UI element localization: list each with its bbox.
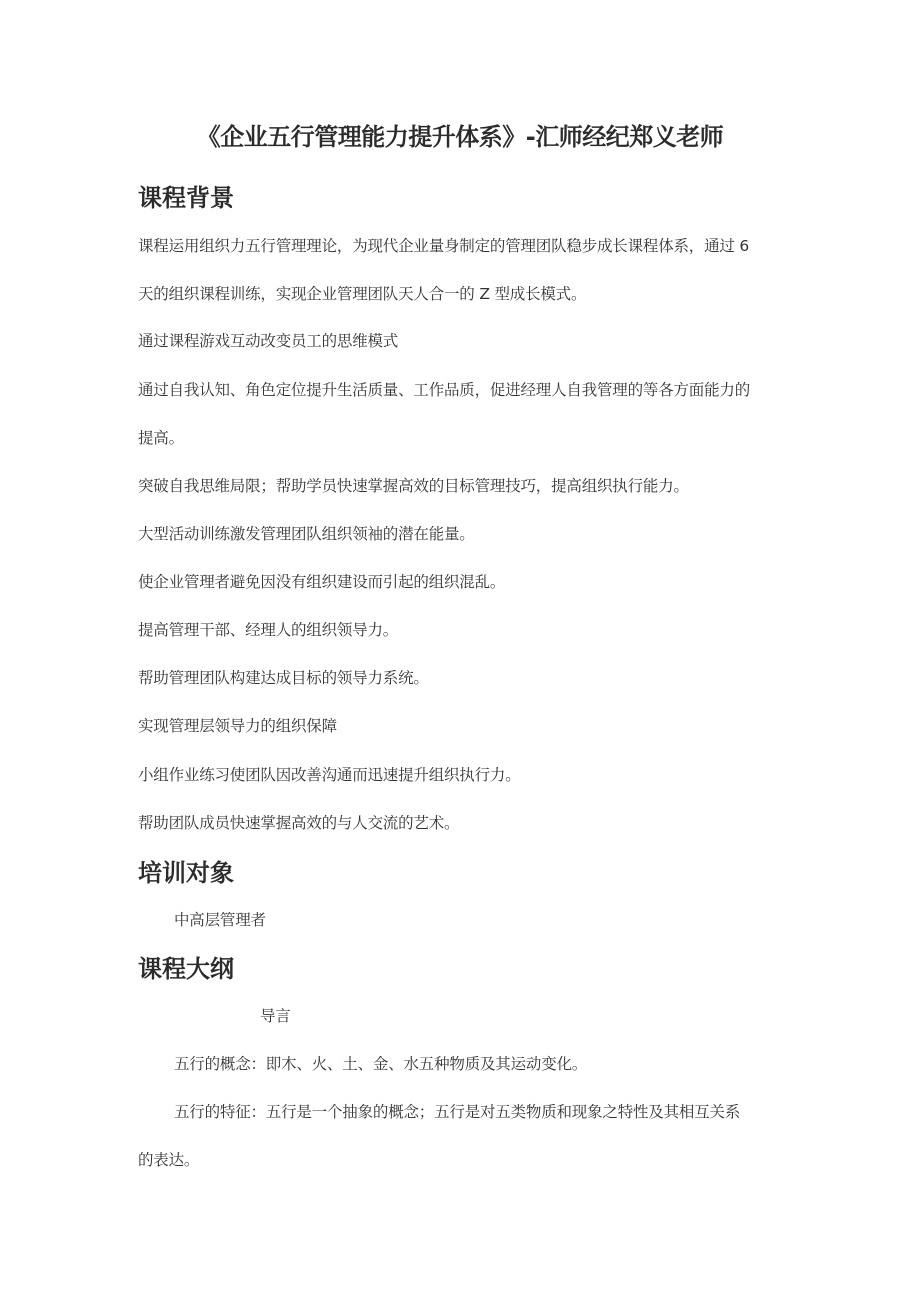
outline-line: 五行的特征：五行是一个抽象的概念；五行是对五类物质和现象之特性及其相互关系: [174, 1103, 741, 1121]
paragraph-line: 课程运用组织力五行管理理论，为现代企业量身制定的管理团队稳步成长课程体系，通过 6: [138, 237, 750, 255]
paragraph-line: 大型活动训练激发管理团队组织领袖的潜在能量。: [138, 525, 475, 543]
document-title: 《企业五行管理能力提升体系》-汇师经纪郑义老师: [196, 123, 724, 151]
paragraph-line: 通过自我认知、角色定位提升生活质量、工作品质，促进经理人自我管理的等各方面能力的: [138, 381, 751, 399]
outline-line: 五行的概念：即木、火、土、金、水五种物质及其运动变化。: [174, 1055, 588, 1073]
outline-line: 的表达。: [138, 1151, 200, 1169]
section-heading-audience: 培训对象: [138, 859, 234, 887]
paragraph-line: 提高管理干部、经理人的组织领导力。: [138, 621, 399, 639]
paragraph-line: 帮助团队成员快速掌握高效的与人交流的艺术。: [138, 814, 460, 832]
paragraph-line: 小组作业练习使团队因改善沟通而迅速提升组织执行力。: [138, 766, 521, 784]
paragraph-line: 提高。: [138, 429, 184, 447]
paragraph-line: 实现管理层领导力的组织保障: [138, 717, 337, 735]
paragraph-line: 使企业管理者避免因没有组织建设而引起的组织混乱。: [138, 573, 506, 591]
paragraph-line: 通过课程游戏互动改变员工的思维模式: [138, 332, 399, 350]
audience-text: 中高层管理者: [174, 911, 266, 929]
paragraph-line: 突破自我思维局限；帮助学员快速掌握高效的目标管理技巧，提高组织执行能力。: [138, 477, 689, 495]
outline-intro: 导言: [260, 1007, 291, 1025]
section-heading-background: 课程背景: [138, 184, 234, 212]
section-heading-outline: 课程大纲: [138, 955, 234, 983]
paragraph-line: 天的组织课程训练，实现企业管理团队天人合一的 Z 型成长模式。: [138, 285, 587, 303]
paragraph-line: 帮助管理团队构建达成目标的领导力系统。: [138, 669, 429, 687]
